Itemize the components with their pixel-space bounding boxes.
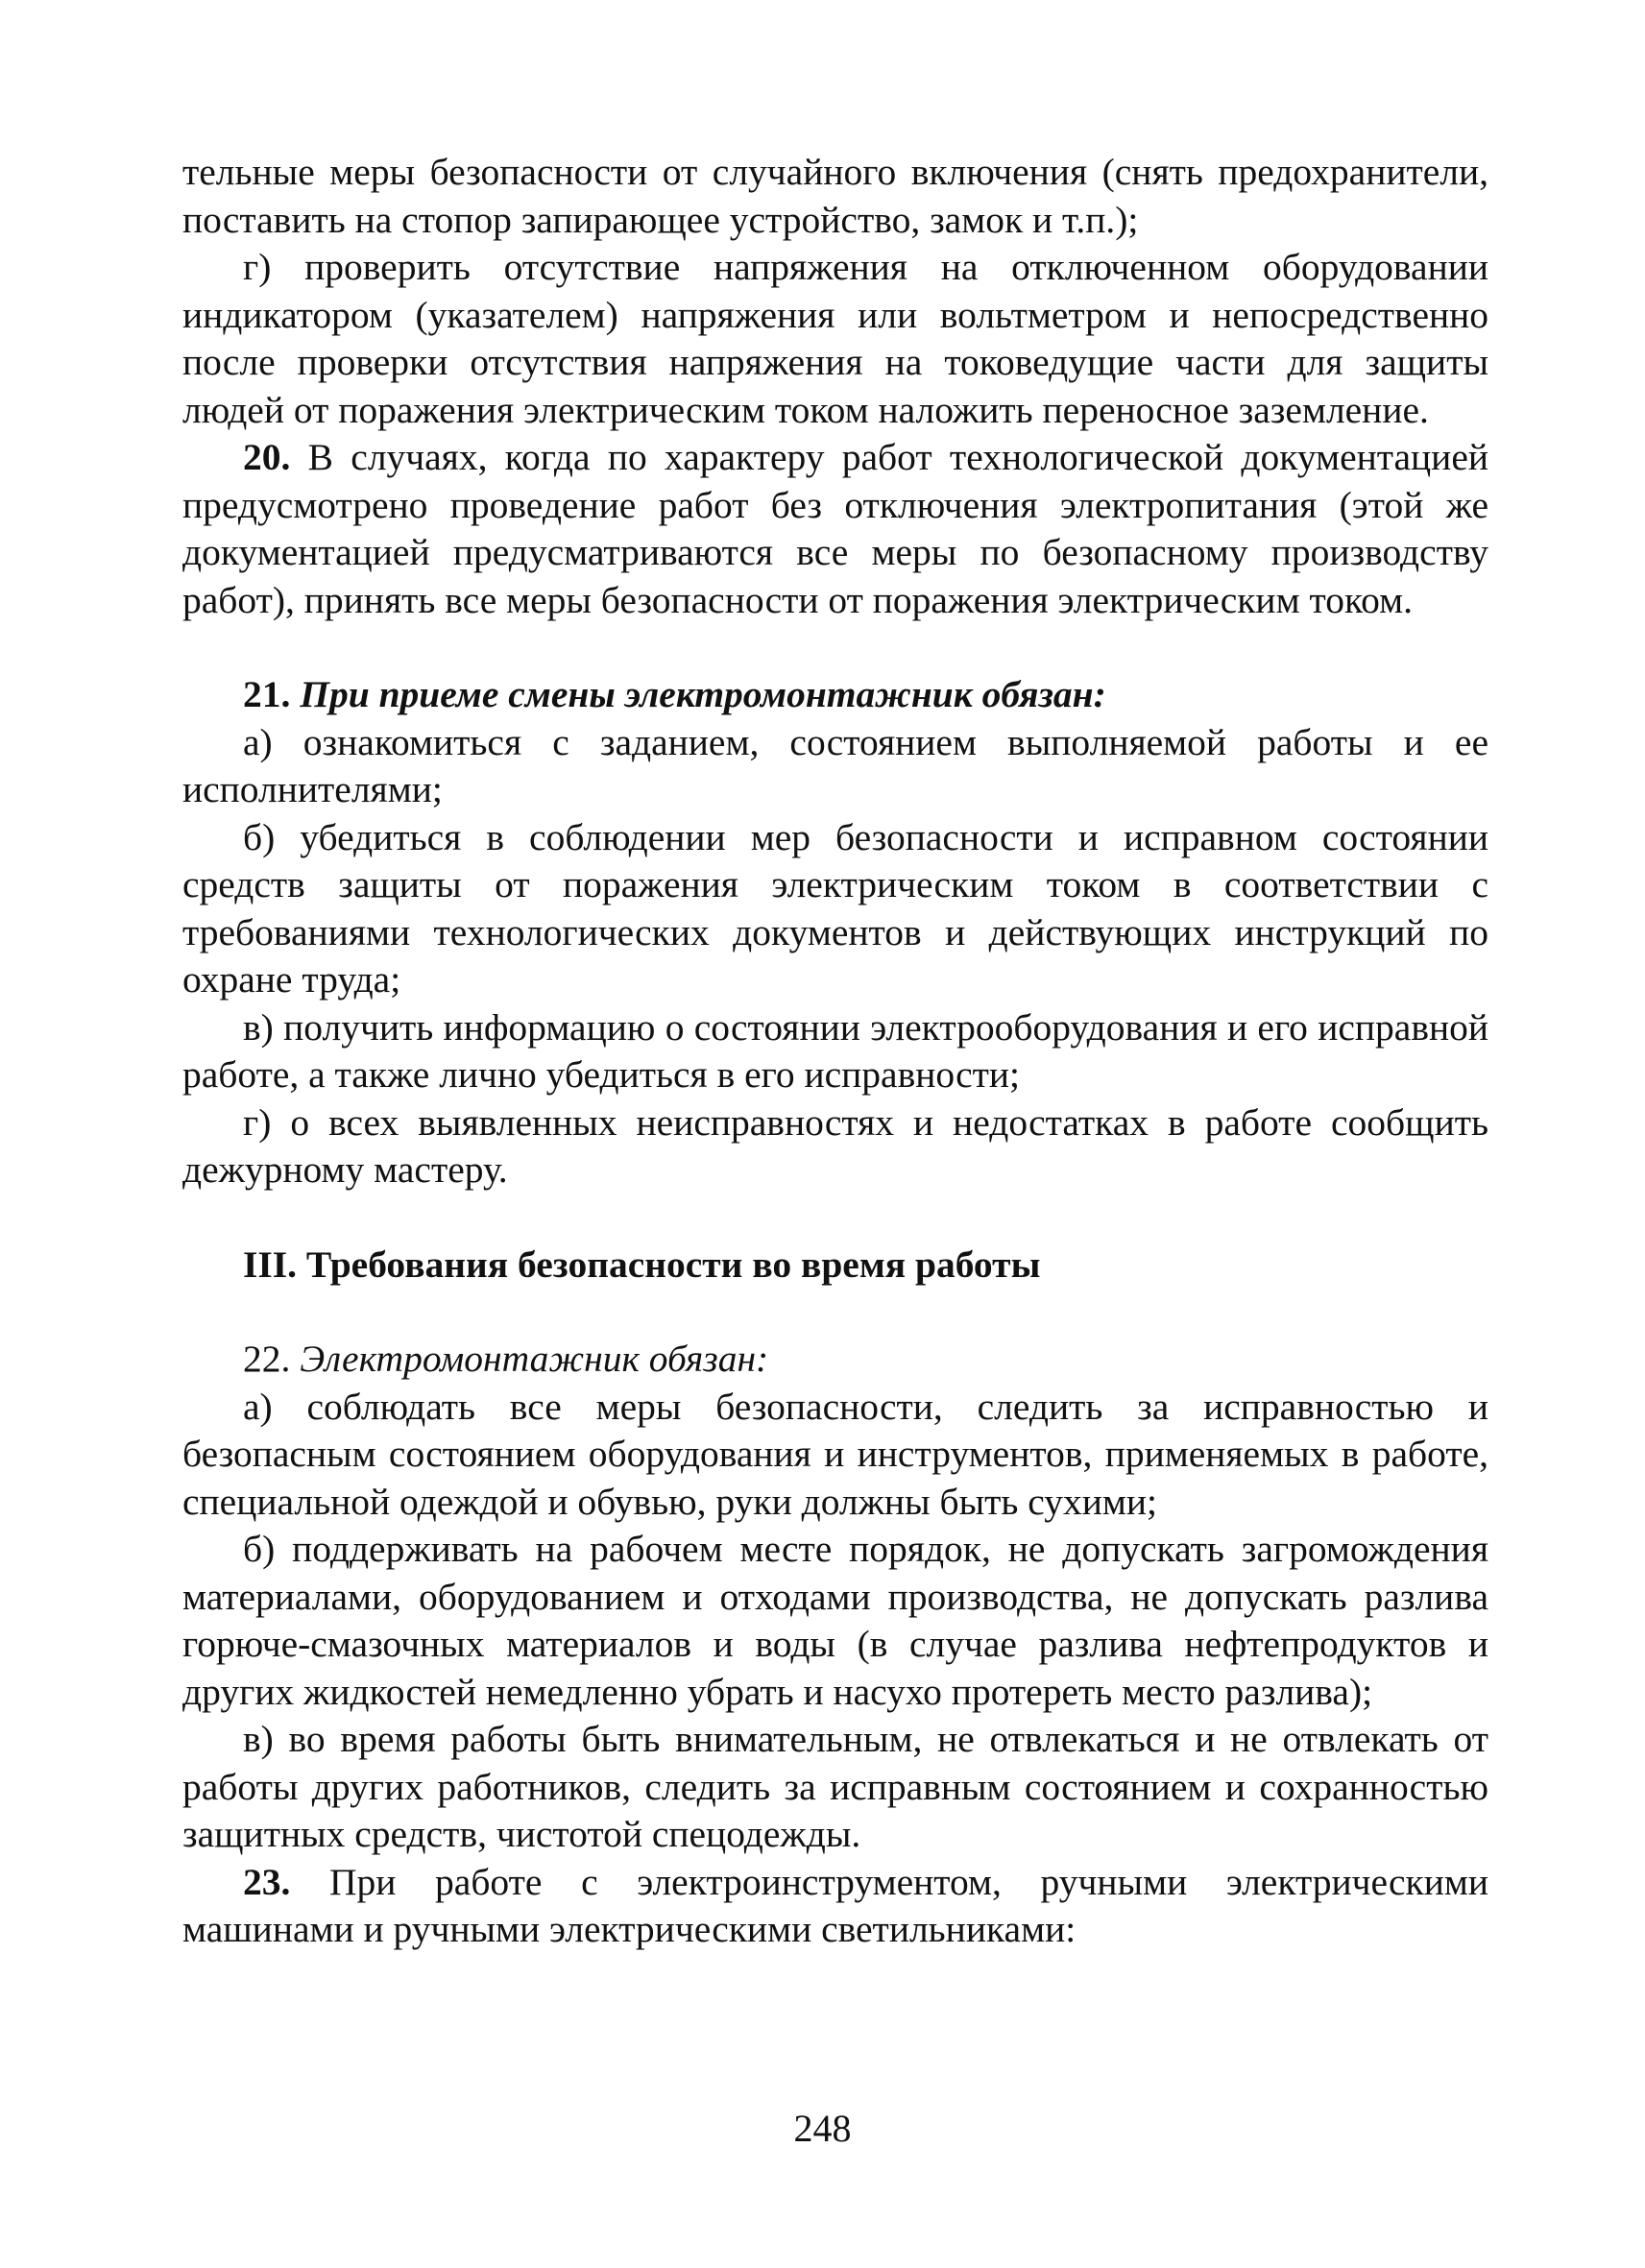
- clause-text: При работе с электроинструментом, ручными электрическими машинами и ручными электрическими светильниками:: [182, 1860, 1488, 1950]
- list-item-v: в) получить информацию о состоянии электрооборудования и его исправной работе, а также лично убедиться в его исправности;: [182, 1005, 1488, 1096]
- list-item-g: г) о всех выявленных неисправностях и недостатках в работе сообщить дежурному мастеру.: [182, 1100, 1488, 1191]
- list-item-b: б) убедиться в соблюдении мер безопасности и исправном состоянии средств защиты от поражения электрическим током в соответствии с требованиями технологических документов и действующих инструкций по охране труда;: [182, 815, 1488, 1001]
- clause-number: 20.: [243, 436, 291, 478]
- clause-number: 21.: [243, 673, 291, 715]
- clause-number: 22.: [243, 1338, 291, 1380]
- list-item-g-check-voltage: г) проверить отсутствие напряжения на отключенном оборудовании индикатором (указателем) напряжения или вольтметром и непосредственно после проверки отсутствия напряжения на токоведущие части для защиты людей от поражения электрическим током наложить переносное заземление.: [182, 246, 1488, 431]
- page-number: 248: [793, 2107, 852, 2150]
- clause-number: 23.: [243, 1860, 291, 1903]
- paragraph-continuation: тельные меры безопасности от случайного включения (снять предохранители, поставить на стопор запирающее устройство, замок и т.п.);: [182, 151, 1488, 241]
- list-item-v: в) во время работы быть внимательным, не отвлекаться и не отвлекать от работы других работников, следить за исправным состоянием и сохранностью защитных средств, чистотой спецодежды.: [182, 1718, 1488, 1855]
- clause-21-heading: [182, 671, 1488, 719]
- spacer: [182, 1289, 1488, 1336]
- clause-heading: Электромонтажник обязан:: [290, 1338, 769, 1380]
- clause-23: [182, 1859, 1488, 1954]
- spacer: [182, 1194, 1488, 1242]
- spacer: [182, 624, 1488, 671]
- list-item-a: а) ознакомиться с заданием, состоянием выполняемой работы и ее исполнителями;: [182, 720, 1488, 810]
- clause-22-heading: [182, 1336, 1488, 1384]
- section-heading: III. Требования безопасности во время работы: [243, 1243, 1041, 1286]
- clause-20: [182, 434, 1488, 624]
- clause-heading: При приеме смены электромонтажник обязан:: [290, 673, 1106, 715]
- list-item-b: б) поддерживать на рабочем месте порядок, не допускать загромождения материалами, оборудованием и отходами производства, не допускать разлива горюче-смазочных материалов и воды (в случае разлива нефтепродуктов и других жидкостей немедленно убрать и насухо протереть место разлива);: [182, 1528, 1488, 1713]
- list-item-a: а) соблюдать все меры безопасности, следить за исправностью и безопасным состоянием оборудования и инструментов, применяемых в работе, специальной одеждой и обувью, руки должны быть сухими;: [182, 1385, 1488, 1523]
- clause-text: В случаях, когда по характеру работ технологической документацией предусмотрено проведение работ без отключения электропитания (этой же документацией предусматриваются все меры по безопасному производству работ), принять все меры безопасности от поражения электрическим током.: [182, 436, 1488, 621]
- page-body: [182, 149, 1488, 1954]
